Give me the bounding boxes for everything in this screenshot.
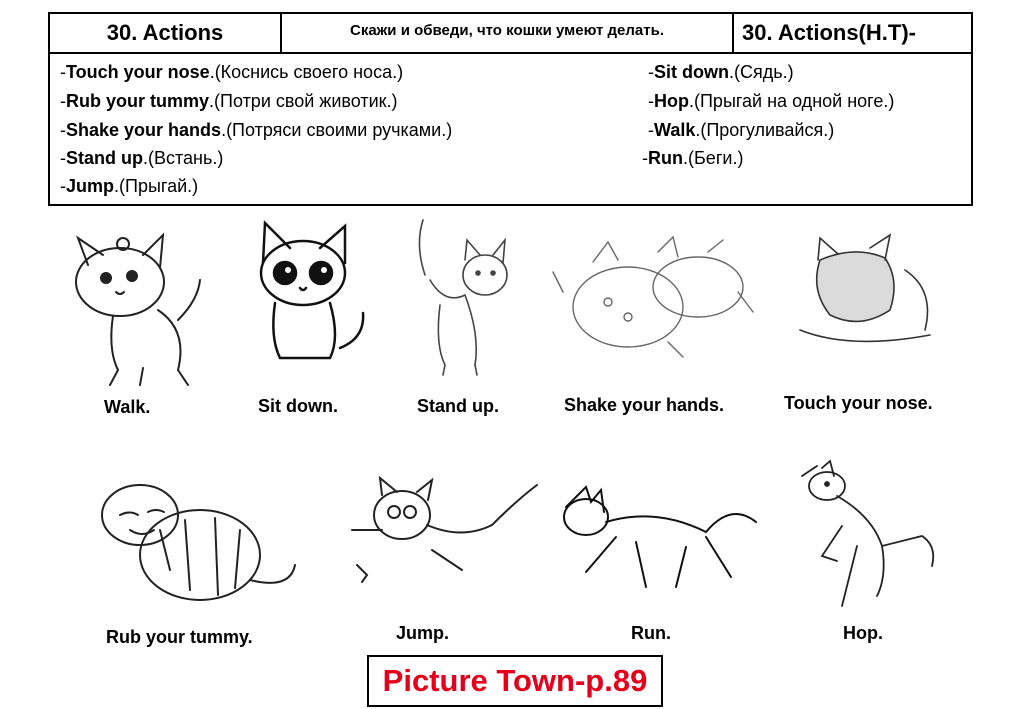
phrase-item: -Hop.(Прыгай на одной ноге.): [648, 91, 895, 111]
playing-cats-picture: [548, 232, 758, 362]
phrase-item: -Run.(Беги.): [642, 148, 744, 168]
header-bar: [48, 12, 973, 54]
caption-run: Run.: [631, 623, 671, 643]
caption-rub-tummy: Rub your tummy.: [106, 627, 253, 647]
phrase-box: [48, 52, 973, 206]
phrase-item: -Sit down.(Сядь.): [648, 62, 794, 82]
caption-jump: Jump.: [396, 623, 450, 643]
instruction: Скажи и обведи, что кошки умеют делать.: [282, 14, 734, 52]
phrase-item: -Stand up.(Встань.): [60, 148, 224, 168]
walking-cat-picture: [48, 220, 208, 390]
caption-sit-down: Sit down.: [258, 396, 338, 416]
caption-touch-nose: Touch your nose.: [784, 393, 933, 413]
lesson-title: 30. Actions: [50, 14, 282, 52]
caption-hop: Hop.: [843, 623, 883, 643]
caption-shake-hands: Shake your hands.: [564, 395, 725, 415]
hopping-cat-picture: [782, 456, 942, 611]
sitting-cat-picture: [245, 218, 370, 368]
homework-title: 30. Actions(H.T)-: [742, 20, 916, 45]
cat-rubbing-tummy-picture: [90, 470, 305, 620]
phrase-item: -Jump.(Прыгай.): [60, 176, 199, 196]
phrase-item: -Rub your tummy.(Потри свой животик.): [60, 91, 398, 111]
caption-stand-up: Stand up.: [417, 396, 499, 416]
book-reference: Picture Town-p.89: [367, 655, 663, 707]
caption-walk: Walk.: [104, 397, 151, 417]
standing-cat-picture: [405, 215, 520, 380]
jumping-cat-picture: [342, 470, 542, 590]
running-cat-picture: [556, 462, 761, 597]
phrase-item: -Touch your nose.(Коснись своего носа.): [60, 62, 404, 82]
phrase-item: -Shake your hands.(Потряси своими ручками.): [60, 120, 453, 140]
phrase-item: -Walk.(Прогуливайся.): [648, 120, 835, 140]
cat-touching-nose-picture: [790, 230, 940, 365]
